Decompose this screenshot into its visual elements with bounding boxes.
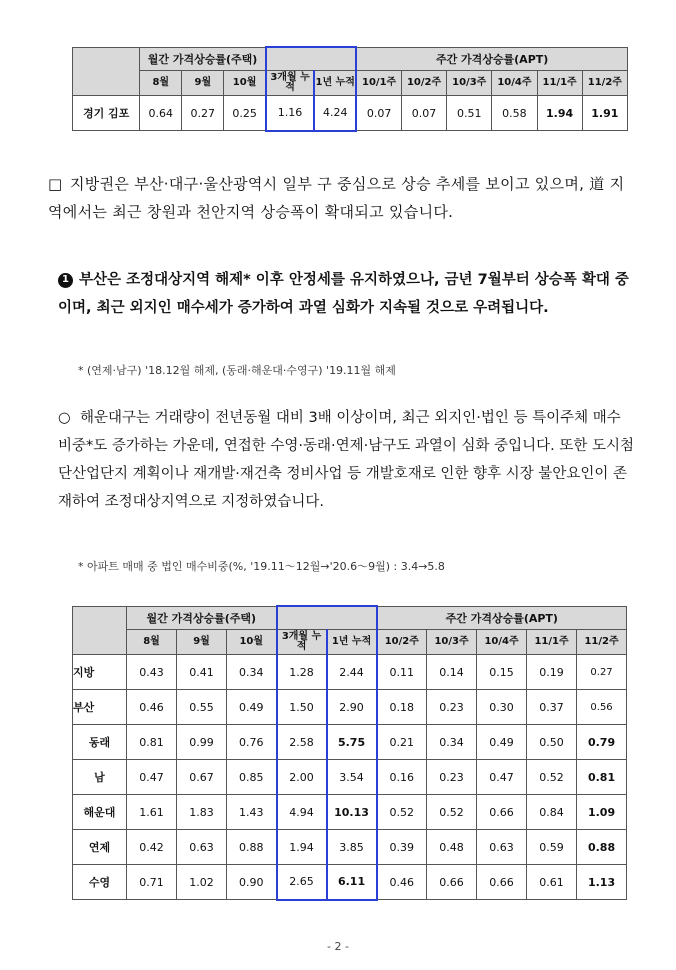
weekly-group-header: 주간 가격상승률(APT) xyxy=(377,606,627,630)
row-label: 남 xyxy=(73,760,127,795)
table-cell: 0.49 xyxy=(227,690,277,725)
table-cell: 0.84 xyxy=(527,795,577,830)
col-header: 10/4주 xyxy=(492,71,537,96)
col-header: 10/1주 xyxy=(356,71,401,96)
table-cell: 1.50 xyxy=(277,690,327,725)
table-cell: 3.54 xyxy=(327,760,377,795)
monthly-group-header: 월간 가격상승률(주택) xyxy=(127,606,277,630)
row-label: 연제 xyxy=(73,830,127,865)
table-cell: 0.27 xyxy=(182,96,224,131)
table-cell: 1.09 xyxy=(577,795,627,830)
table-cell: 0.43 xyxy=(127,655,177,690)
page-number: - 2 - xyxy=(327,940,349,953)
table-cell: 1.91 xyxy=(582,96,627,131)
table-cell: 0.07 xyxy=(356,96,401,131)
table-cell: 0.34 xyxy=(427,725,477,760)
table-cell: 0.21 xyxy=(377,725,427,760)
table-cell: 4.94 xyxy=(277,795,327,830)
table-cell: 0.14 xyxy=(427,655,477,690)
col-header: 1년 누적 xyxy=(327,630,377,655)
row-label: 수영 xyxy=(73,865,127,900)
col-header: 11/2주 xyxy=(582,71,627,96)
col-header: 10/3주 xyxy=(427,630,477,655)
col-header: 1년 누적 xyxy=(314,71,356,96)
col-header: 10/2주 xyxy=(401,71,446,96)
table-cell: 0.64 xyxy=(140,96,182,131)
col-header: 11/1주 xyxy=(537,71,582,96)
table-cell: 0.52 xyxy=(527,760,577,795)
col-header: 10월 xyxy=(227,630,277,655)
table-cell: 0.81 xyxy=(127,725,177,760)
table-cell: 0.61 xyxy=(527,865,577,900)
price-table-gimpo xyxy=(72,46,628,132)
table-cell: 0.23 xyxy=(427,760,477,795)
table-cell: 0.37 xyxy=(527,690,577,725)
monthly-group-header-cont xyxy=(266,47,356,71)
table-cell: 0.15 xyxy=(477,655,527,690)
table-cell: 0.52 xyxy=(377,795,427,830)
table-cell: 0.41 xyxy=(177,655,227,690)
table-cell: 0.47 xyxy=(477,760,527,795)
weekly-group-header: 주간 가격상승률(APT) xyxy=(356,47,627,71)
col-header: 9월 xyxy=(182,71,224,96)
table-cell: 0.76 xyxy=(227,725,277,760)
col-header: 10월 xyxy=(224,71,266,96)
row-label: 부산 xyxy=(73,690,127,725)
table-cell: 0.67 xyxy=(177,760,227,795)
table-cell: 1.94 xyxy=(277,830,327,865)
col-header: 10/4주 xyxy=(477,630,527,655)
table-cell: 1.28 xyxy=(277,655,327,690)
table-cell: 6.11 xyxy=(327,865,377,900)
table-cell: 0.66 xyxy=(477,865,527,900)
table-cell: 0.81 xyxy=(577,760,627,795)
footnote-deregulation: * (연제·남구) '18.12월 해제, (동래·해운대·수영구) '19.11월 해제 xyxy=(78,364,396,377)
table-cell: 1.61 xyxy=(127,795,177,830)
price-table-busan xyxy=(72,605,627,901)
table-cell: 0.48 xyxy=(427,830,477,865)
regional-summary-text: 지방권은 부산·대구·울산광역시 일부 구 중심으로 상승 추세를 보이고 있으며, 道 지역에서는 최근 창원과 천안지역 상승폭이 확대되고 있습니다. xyxy=(48,175,625,221)
col-header: 10/2주 xyxy=(377,630,427,655)
row-label: 지방 xyxy=(73,655,127,690)
table-cell: 0.51 xyxy=(447,96,492,131)
table-cell: 0.19 xyxy=(527,655,577,690)
table-cell: 0.59 xyxy=(527,830,577,865)
table-cell: 0.16 xyxy=(377,760,427,795)
table-cell: 5.75 xyxy=(327,725,377,760)
footnote-corporate-share: * 아파트 매매 중 법인 매수비중(%, '19.11～12월→'20.6～9월) : 3.4→5.8 xyxy=(78,560,445,573)
col-header: 8월 xyxy=(127,630,177,655)
col-header: 9월 xyxy=(177,630,227,655)
table-cell: 2.65 xyxy=(277,865,327,900)
col-header: 3개월 누적 xyxy=(277,630,327,655)
table-cell: 10.13 xyxy=(327,795,377,830)
row-label: 동래 xyxy=(73,725,127,760)
monthly-group-header: 월간 가격상승률(주택) xyxy=(140,47,266,71)
table-cell: 0.56 xyxy=(577,690,627,725)
col-header: 11/1주 xyxy=(527,630,577,655)
table-cell: 0.11 xyxy=(377,655,427,690)
busan-item xyxy=(58,266,638,322)
table-cell: 1.94 xyxy=(537,96,582,131)
row-label: 해운대 xyxy=(73,795,127,830)
table-cell: 0.49 xyxy=(477,725,527,760)
table-corner xyxy=(73,606,127,655)
table-cell: 2.58 xyxy=(277,725,327,760)
col-header: 8월 xyxy=(140,71,182,96)
square-bullet: □ xyxy=(48,175,63,193)
table-cell: 0.58 xyxy=(492,96,537,131)
table-cell: 1.13 xyxy=(577,865,627,900)
table-cell: 0.88 xyxy=(577,830,627,865)
table-cell: 0.07 xyxy=(401,96,446,131)
table-cell: 0.27 xyxy=(577,655,627,690)
table-cell: 0.88 xyxy=(227,830,277,865)
table-cell: 1.02 xyxy=(177,865,227,900)
table-cell: 2.44 xyxy=(327,655,377,690)
table-cell: 0.52 xyxy=(427,795,477,830)
table-corner xyxy=(73,47,140,96)
table-cell: 0.55 xyxy=(177,690,227,725)
table-cell: 0.66 xyxy=(477,795,527,830)
haeundae-item xyxy=(58,404,638,516)
table-cell: 0.47 xyxy=(127,760,177,795)
table-cell: 0.42 xyxy=(127,830,177,865)
table-cell: 0.90 xyxy=(227,865,277,900)
col-header: 3개월 누적 xyxy=(266,71,314,96)
table-cell: 0.18 xyxy=(377,690,427,725)
table-cell: 0.39 xyxy=(377,830,427,865)
table-cell: 0.79 xyxy=(577,725,627,760)
table-cell: 2.00 xyxy=(277,760,327,795)
busan-item-text: 부산은 조정대상지역 해제* 이후 안정세를 유지하였으나, 금년 7월부터 상승폭 확대 중이며, 최근 외지인 매수세가 증가하여 과열 심화가 지속될 것으로 우려됩니다. xyxy=(58,272,629,316)
table-cell: 0.30 xyxy=(477,690,527,725)
table-cell: 0.23 xyxy=(427,690,477,725)
regional-summary-paragraph xyxy=(48,170,638,226)
table-cell: 0.63 xyxy=(477,830,527,865)
monthly-group-header-cont xyxy=(277,606,377,630)
table-cell: 4.24 xyxy=(314,96,356,131)
table-cell: 0.34 xyxy=(227,655,277,690)
row-label: 경기 김포 xyxy=(73,96,140,131)
table-cell: 3.85 xyxy=(327,830,377,865)
col-header: 10/3주 xyxy=(447,71,492,96)
table-cell: 0.85 xyxy=(227,760,277,795)
table-cell: 0.25 xyxy=(224,96,266,131)
table-cell: 2.90 xyxy=(327,690,377,725)
table-cell: 0.99 xyxy=(177,725,227,760)
table-cell: 1.83 xyxy=(177,795,227,830)
table-cell: 1.43 xyxy=(227,795,277,830)
table-cell: 1.16 xyxy=(266,96,314,131)
table-cell: 0.46 xyxy=(127,690,177,725)
table-cell: 0.50 xyxy=(527,725,577,760)
table-cell: 0.46 xyxy=(377,865,427,900)
number-badge: 1 xyxy=(58,273,73,288)
haeundae-item-text: 해운대구는 거래량이 전년동월 대비 3배 이상이며, 최근 외지인·법인 등 특이주체 매수 비중*도 증가하는 가운데, 연접한 수영·동래·연제·남구도 과열이 심화 중입니다. 또한 도시첨단산업단지 계획이나 재개발·재건축 정비사업 등 개발호재로 인한 향후 시장 불안요인이 존재하여 조정대상지역으로 지정하였습니다. xyxy=(58,410,635,510)
table-cell: 0.63 xyxy=(177,830,227,865)
table-cell: 0.71 xyxy=(127,865,177,900)
col-header: 11/2주 xyxy=(577,630,627,655)
table-cell: 0.66 xyxy=(427,865,477,900)
circle-bullet: ○ xyxy=(58,410,71,426)
